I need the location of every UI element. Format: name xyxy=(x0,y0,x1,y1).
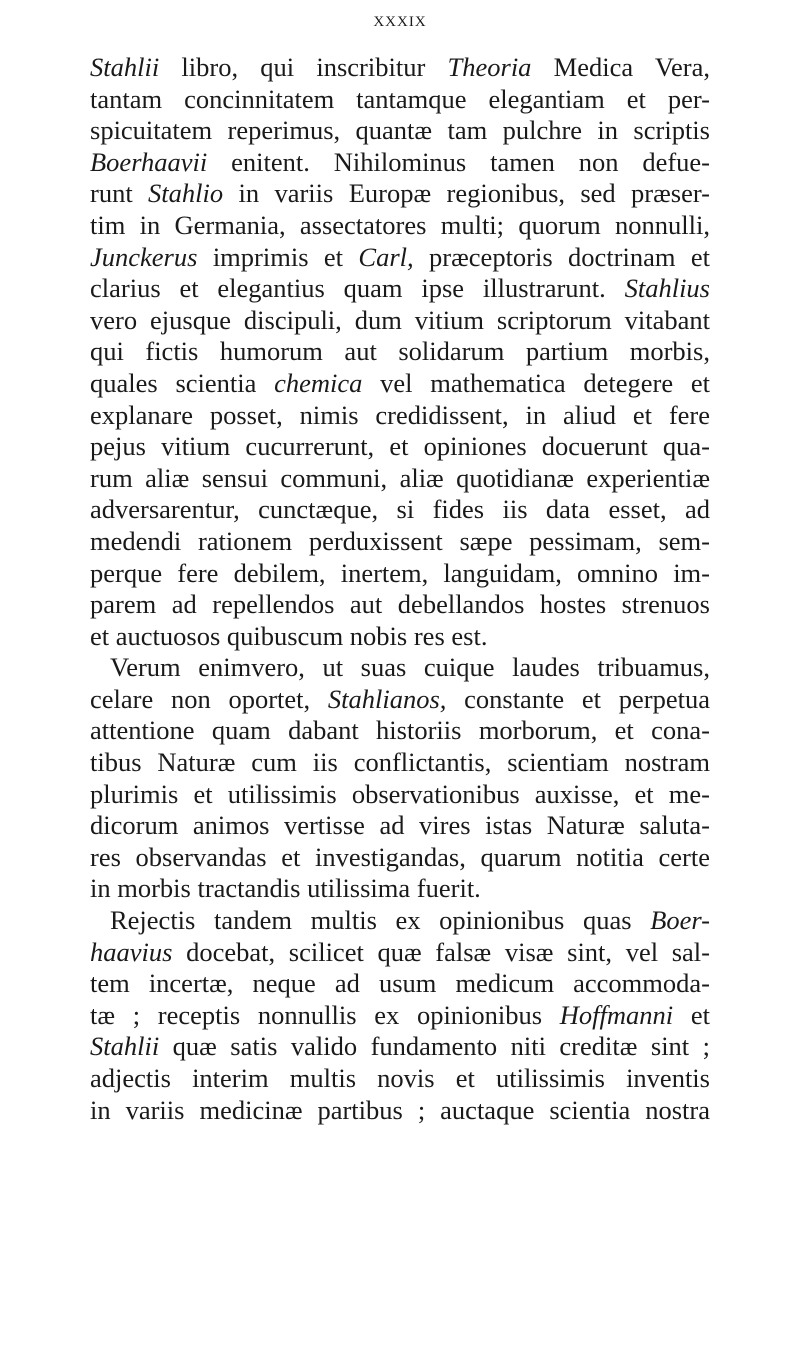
text-line xyxy=(90,842,710,874)
italic-text: Junckerus xyxy=(90,241,198,272)
text-segment: perque fere debilem, inertem, languidam, omnino im- xyxy=(90,557,710,588)
text-line xyxy=(90,431,710,463)
text-line xyxy=(90,526,710,558)
italic-text: Hoffmanni xyxy=(559,999,674,1030)
text-line xyxy=(90,621,710,653)
text-segment: dicorum animos vertisse ad vires istas Naturæ saluta- xyxy=(90,810,710,841)
text-segment: spicuitatem reperimus, quantæ tam pulchre in scriptis xyxy=(90,115,710,146)
text-line xyxy=(90,747,710,779)
text-line xyxy=(90,336,710,368)
text-line xyxy=(90,589,710,621)
text-line xyxy=(90,368,710,400)
text-line xyxy=(90,684,710,716)
text-line xyxy=(90,558,710,590)
body-text xyxy=(90,52,710,1126)
text-line xyxy=(90,937,710,969)
text-line xyxy=(90,147,710,179)
text-segment: docebat, scilicet quæ falsæ visæ sint, vel sal- xyxy=(172,936,710,967)
italic-text: Boerhaavii xyxy=(90,146,208,177)
text-segment: in variis Europæ regionibus, sed præser- xyxy=(223,178,710,209)
text-segment: libro, qui inscribitur xyxy=(159,52,448,82)
text-line xyxy=(90,1063,710,1095)
text-line xyxy=(90,1000,710,1032)
page-number: xxxix xyxy=(373,6,427,31)
text-line xyxy=(90,968,710,1000)
text-line xyxy=(90,115,710,147)
italic-text: Stahlii xyxy=(90,52,160,82)
text-line xyxy=(90,715,710,747)
text-line xyxy=(90,210,710,242)
text-segment: enitent. Nihilominus tamen non defue- xyxy=(207,146,710,177)
text-segment: vel mathematica detegere et xyxy=(362,367,710,398)
text-line xyxy=(90,52,710,84)
text-line xyxy=(90,1031,710,1063)
text-segment: plurimis et utilissimis observationibus auxisse, et me- xyxy=(90,778,710,809)
italic-text: Stahlii xyxy=(90,1031,160,1062)
text-segment: constante et perpetua xyxy=(446,683,710,714)
italic-text: Stahlius xyxy=(624,273,710,304)
text-segment: quales scientia xyxy=(90,367,275,398)
text-line xyxy=(90,873,710,905)
text-segment: explanare posset, nimis credidissent, in aliud et fere xyxy=(90,399,710,430)
text-segment: clarius et elegantius quam ipse illustrarunt. xyxy=(90,273,625,304)
text-segment: tantam concinnitatem tantamque elegantiam et per- xyxy=(90,83,710,114)
italic-text: haavius xyxy=(90,936,173,967)
text-segment: celare non oportet, xyxy=(90,683,328,714)
italic-text: Stahlianos, xyxy=(327,683,447,714)
italic-text: chemica xyxy=(274,367,363,398)
text-line xyxy=(90,400,710,432)
text-segment: præceptoris doctrinam et xyxy=(413,241,711,272)
text-segment: rum aliæ sensui communi, aliæ quotidianæ experientiæ xyxy=(90,462,710,493)
text-segment: medendi rationem perduxissent sæpe pessimam, sem- xyxy=(90,525,710,556)
text-line xyxy=(90,305,710,337)
text-segment: vero ejusque discipuli, dum vitium scriptorum vitabant xyxy=(90,304,710,335)
text-line xyxy=(90,242,710,274)
text-segment: tim in Germania, assectatores multi; quorum nonnulli, xyxy=(90,209,710,240)
text-segment: in morbis tractandis utilissima fuerit. xyxy=(90,873,481,904)
italic-text: Carl, xyxy=(358,241,414,272)
text-segment: quæ satis valido fundamento niti creditæ sint ; xyxy=(159,1031,710,1062)
text-line xyxy=(90,779,710,811)
text-segment: Rejectis tandem multis ex opinionibus quas xyxy=(110,905,651,936)
text-segment: in variis medicinæ partibus ; auctaque scientia nostra xyxy=(90,1094,710,1125)
text-segment: et auctuosos quibuscum nobis res est. xyxy=(90,620,488,651)
italic-text: Stahlio xyxy=(148,178,224,209)
text-segment: adversarentur, cunctæque, si fides iis data esset, ad xyxy=(90,494,710,525)
text-segment: tibus Naturæ cum iis conflictantis, scientiam nostram xyxy=(90,747,710,778)
text-segment: adjectis interim multis novis et utilissimis inventis xyxy=(90,1063,710,1093)
text-line xyxy=(90,273,710,305)
text-segment: pejus vitium cucurrerunt, et opiniones docuerunt qua- xyxy=(90,431,710,462)
text-segment: imprimis et xyxy=(197,241,359,272)
text-line xyxy=(90,1095,710,1127)
text-line xyxy=(90,84,710,116)
text-line xyxy=(90,463,710,495)
text-segment: qui fictis humorum aut solidarum partium morbis, xyxy=(90,336,710,367)
text-segment: tæ ; receptis nonnullis ex opinionibus xyxy=(90,999,560,1030)
text-line xyxy=(90,810,710,842)
text-line xyxy=(90,905,710,937)
text-segment: parem ad repellendos aut debellandos hostes strenuos xyxy=(90,589,710,620)
text-segment: Medica Vera, xyxy=(531,52,711,82)
text-segment: Verum enimvero, ut suas cuique laudes tribuamus, xyxy=(110,652,710,683)
text-segment: attentione quam dabant historiis morborum, et cona- xyxy=(90,715,710,746)
italic-text: Theoria xyxy=(447,52,532,82)
text-segment: runt xyxy=(90,178,149,209)
text-line xyxy=(90,494,710,526)
text-line xyxy=(90,178,710,210)
text-segment: res observandas et investigandas, quarum notitia certe xyxy=(90,841,710,872)
text-line xyxy=(90,652,710,684)
text-segment: tem incertæ, neque ad usum medicum accommoda- xyxy=(90,968,710,999)
text-segment: et xyxy=(673,999,710,1030)
italic-text: Boer- xyxy=(650,905,710,936)
